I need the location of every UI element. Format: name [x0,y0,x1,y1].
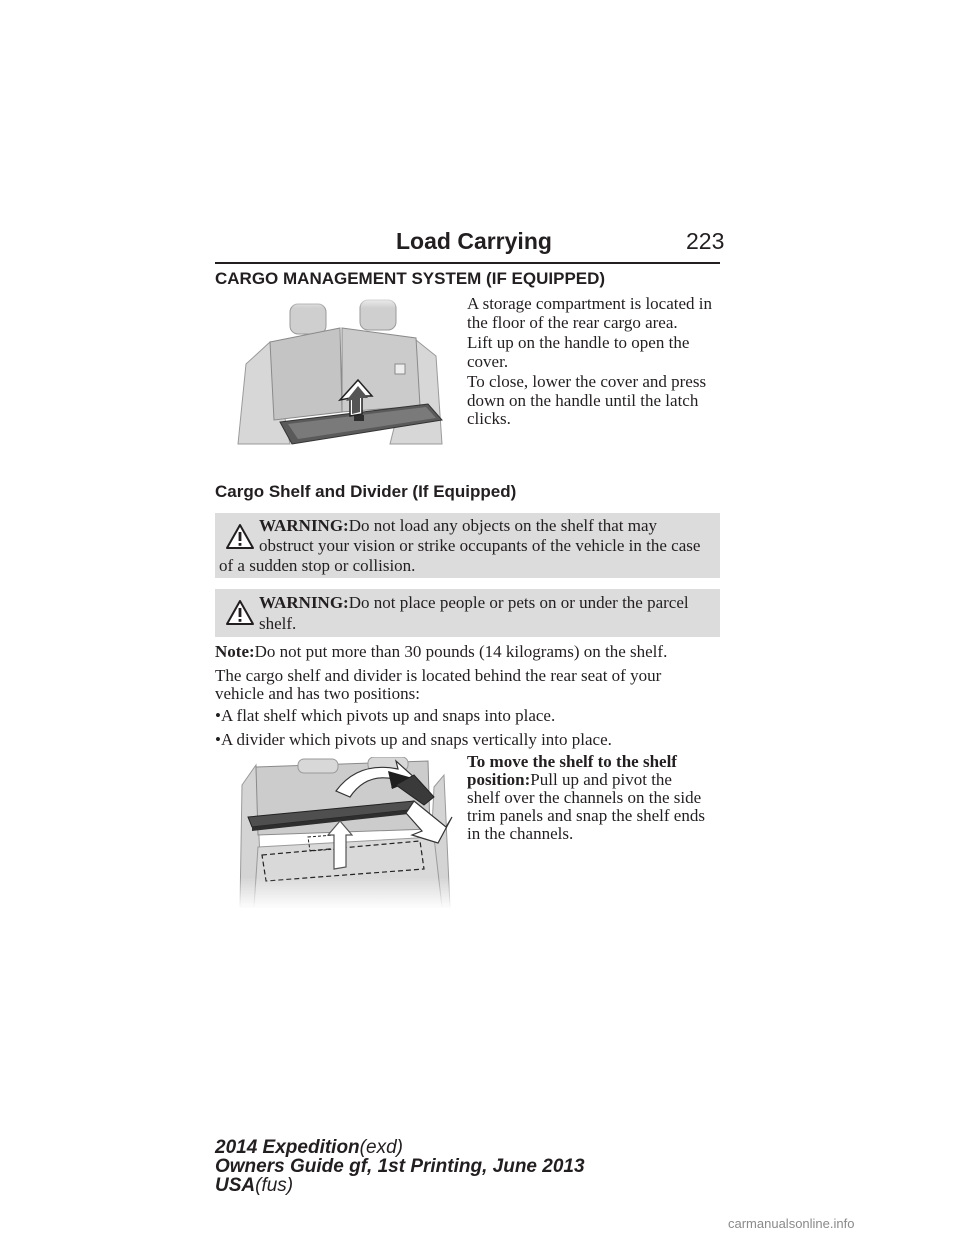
warning-1-text-3: of a sudden stop or collision. [219,556,416,575]
bullet-item-divider [215,730,612,750]
cargo-storage-text-1: A storage compartment is located in the floor of the rear cargo area. [467,294,713,332]
footer-line-2 [215,1157,585,1176]
section-heading-cargo-shelf: Cargo Shelf and Divider (If Equipped) [215,482,517,501]
note-label: Note: [215,642,255,661]
bullet-text-2: A divider which pivots up and snaps vertically into place. [220,730,612,749]
shelf-instruction-text-4: in the channels. [467,824,574,843]
cargo-storage-paragraph-1 [467,295,722,332]
bullet-dot-icon: • [215,730,221,749]
note-text: Do not put more than 30 pounds (14 kilograms) on the shelf. [254,642,668,661]
warning-triangle-icon [225,523,255,550]
warning-1-line-1 [259,515,708,537]
shelf-instruction-text-2: shelf over the channels on the side [467,788,702,807]
warning-triangle-icon [225,599,255,626]
shelf-instruction-label-2: position: [467,770,531,789]
warning-1-label: WARNING: [259,516,349,535]
warning-2-line-1 [259,592,708,614]
page-title: Load Carrying [396,228,552,254]
cargo-storage-paragraph-2 [467,334,712,371]
warning-1-text-1: Do not load any objects on the shelf that may [348,516,658,535]
shelf-instruction-text-1: Pull up and pivot the [530,770,672,789]
warning-2-label: WARNING: [259,593,349,612]
bullet-text-1: A flat shelf which pivots up and snaps into place. [220,706,556,725]
warning-1-text-2: obstruct your vision or strike occupants of the vehicle in the case [259,536,701,555]
cargo-compartment-illustration [230,294,450,456]
cargo-storage-text-2: Lift up on the handle to open the cover. [467,333,690,371]
section-heading-cargo-management: CARGO MANAGEMENT SYSTEM (IF EQUIPPED) [215,269,606,288]
cargo-shelf-illustration [238,757,456,909]
bullet-item-flat-shelf [215,706,555,726]
intro-line-1: The cargo shelf and divider is located behind the rear seat of your [215,666,662,685]
intro-line-2: vehicle and has two positions: [215,684,420,703]
shelf-instruction-line-2 [467,771,672,790]
warning-2-text-1: Do not place people or pets on or under the parcel [348,593,689,612]
warning-box-people-pets [215,589,720,637]
footer-market-code: (fus) [255,1175,294,1196]
cargo-storage-text-3: To close, lower the cover and press down on the handle until the latch clicks. [467,372,707,428]
bullet-dot-icon: • [215,706,221,725]
warning-2-text-2: shelf. [259,614,297,633]
footer-model-code: (exd) [359,1137,403,1158]
footer-model: 2014 Expedition [215,1137,360,1158]
shelf-instruction-text-3: trim panels and snap the shelf ends [467,806,705,825]
warning-box-load-objects [215,513,720,578]
shelf-instruction-line-1 [467,753,677,772]
watermark: carmanualsonline.info [728,1216,855,1231]
cargo-storage-paragraph-3 [467,373,722,429]
footer-printing: Owners Guide gf, 1st Printing, June 2013 [215,1156,585,1177]
header-rule [215,262,720,264]
footer-market: USA [215,1175,256,1196]
footer-line-1 [215,1138,403,1157]
shelf-instruction-label-1: To move the shelf to the shelf [467,752,677,771]
footer-line-3 [215,1176,293,1195]
page-number: 223 [686,228,725,254]
note-paragraph [215,643,667,662]
